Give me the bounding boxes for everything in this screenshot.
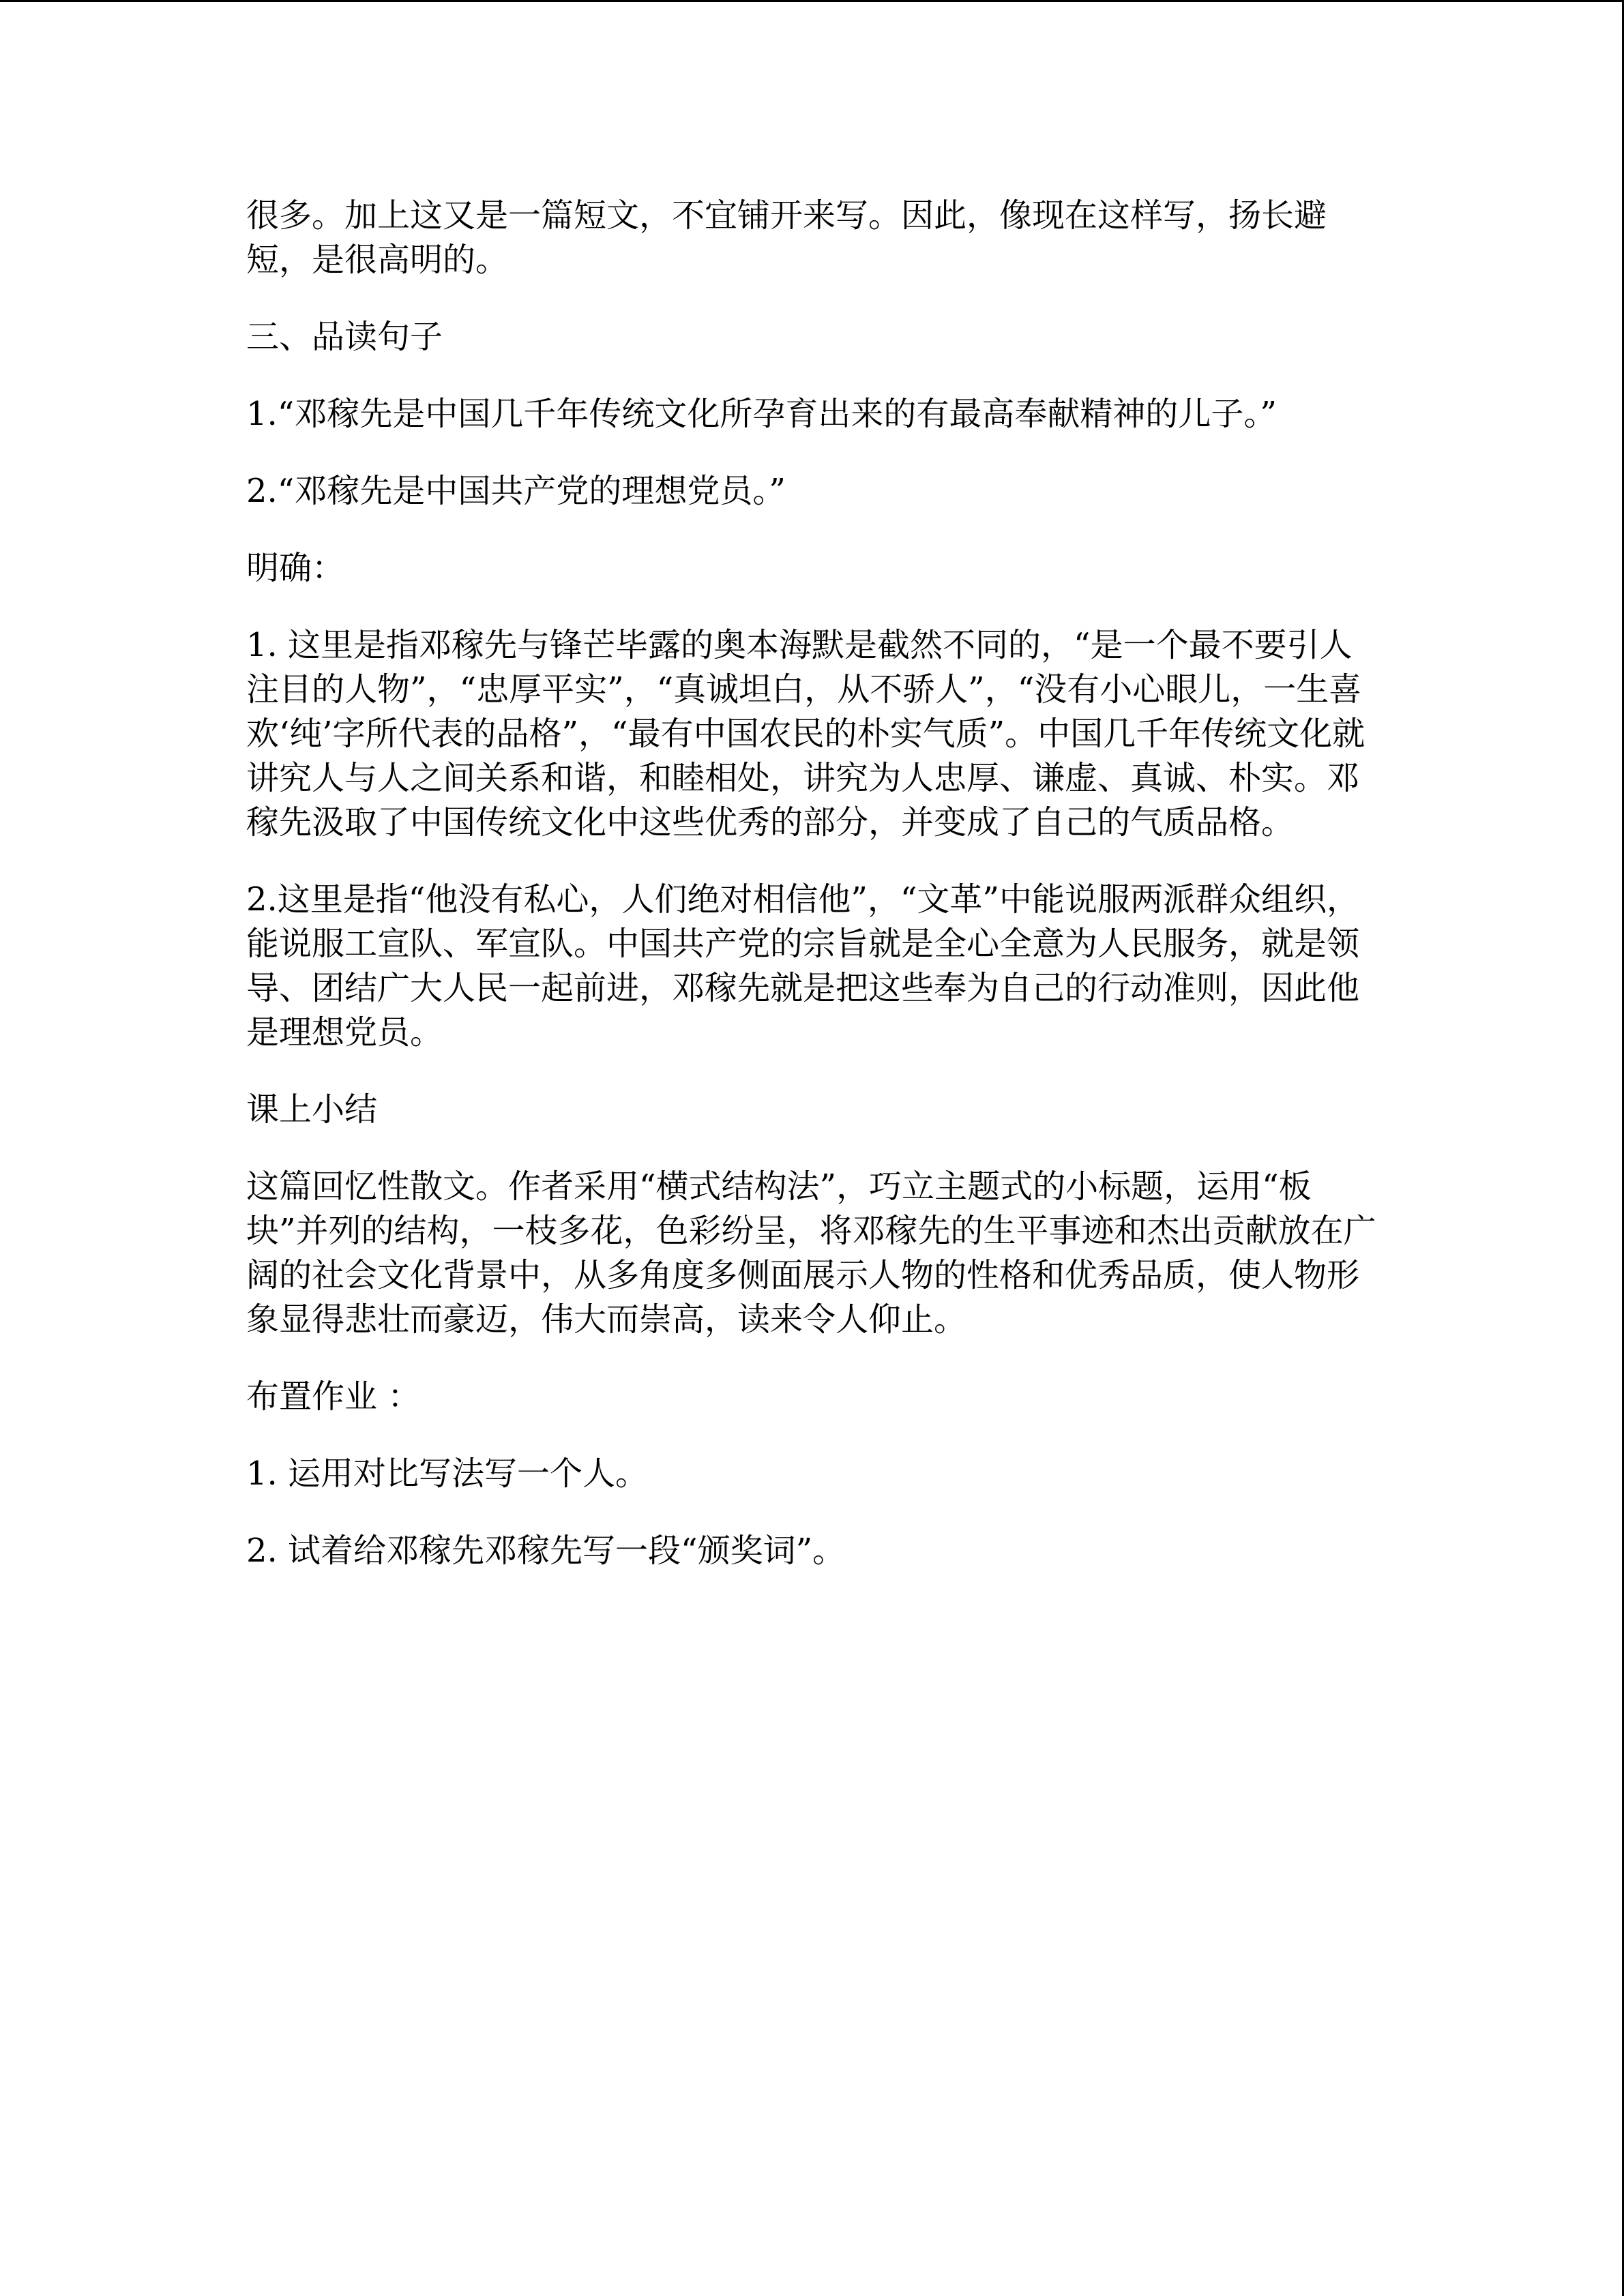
paragraph-continuation: 很多。加上这又是一篇短文，不宜铺开来写。因此，像现在这样写，扬长避短，是很高明的。 (246, 196, 1327, 279)
page-top-border (0, 0, 1624, 2)
homework-item-1: 1. 运用对比写法写一个人。 (246, 1455, 649, 1493)
section-heading-sentence-reading: 三、品读句子 (246, 318, 443, 356)
quote-sentence-1: 1.“邓稼先是中国几千年传统文化所孕育出来的有最高奉献精神的儿子。” (246, 395, 1277, 433)
clarification-label: 明确： (246, 549, 345, 587)
summary-heading: 课上小结 (246, 1090, 378, 1129)
quote-sentence-2: 2.“邓稼先是中国共产党的理想党员。” (246, 472, 786, 510)
explanation-paragraph-2: 2.这里是指“他没有私心，人们绝对相信他”，“文革”中能说服两派群众组织，能说服工宣队、军宣队。中国共产党的宗旨就是全心全意为人民服务，就是领导、团结广大人民一起前进，邓稼先就是把这些奉为自己的行动准则，因此他是理想党员。 (246, 880, 1360, 1052)
explanation-paragraph-1: 1. 这里是指邓稼先与锋芒毕露的奥本海默是截然不同的，“是一个最不要引人注目的人物”，“忠厚平实”，“真诚坦白，从不骄人”，“没有小心眼儿，一生喜欢‘纯’字所代表的品格”，“最有中国农民的朴实气质”。中国几千年传统文化就讲究人与人之间关系和谐，和睦相处，讲究为人忠厚、谦虚、真诚、朴实。邓稼先汲取了中国传统文化中这些优秀的部分，并变成了自己的气质品格。 (246, 626, 1365, 841)
document-body (246, 194, 1378, 1606)
summary-paragraph: 这篇回忆性散文。作者采用“横式结构法”，巧立主题式的小标题，运用“板块”并列的结构，一枝多花，色彩纷呈，将邓稼先的生平事迹和杰出贡献放在广阔的社会文化背景中，从多角度多侧面展示人物的性格和优秀品质，使人物形象显得悲壮而豪迈，伟大而崇高，读来令人仰止。 (246, 1167, 1376, 1339)
homework-heading: 布置作业 ： (246, 1377, 421, 1416)
homework-item-2: 2. 试着给邓稼先邓稼先写一段“颁奖词”。 (246, 1532, 846, 1570)
